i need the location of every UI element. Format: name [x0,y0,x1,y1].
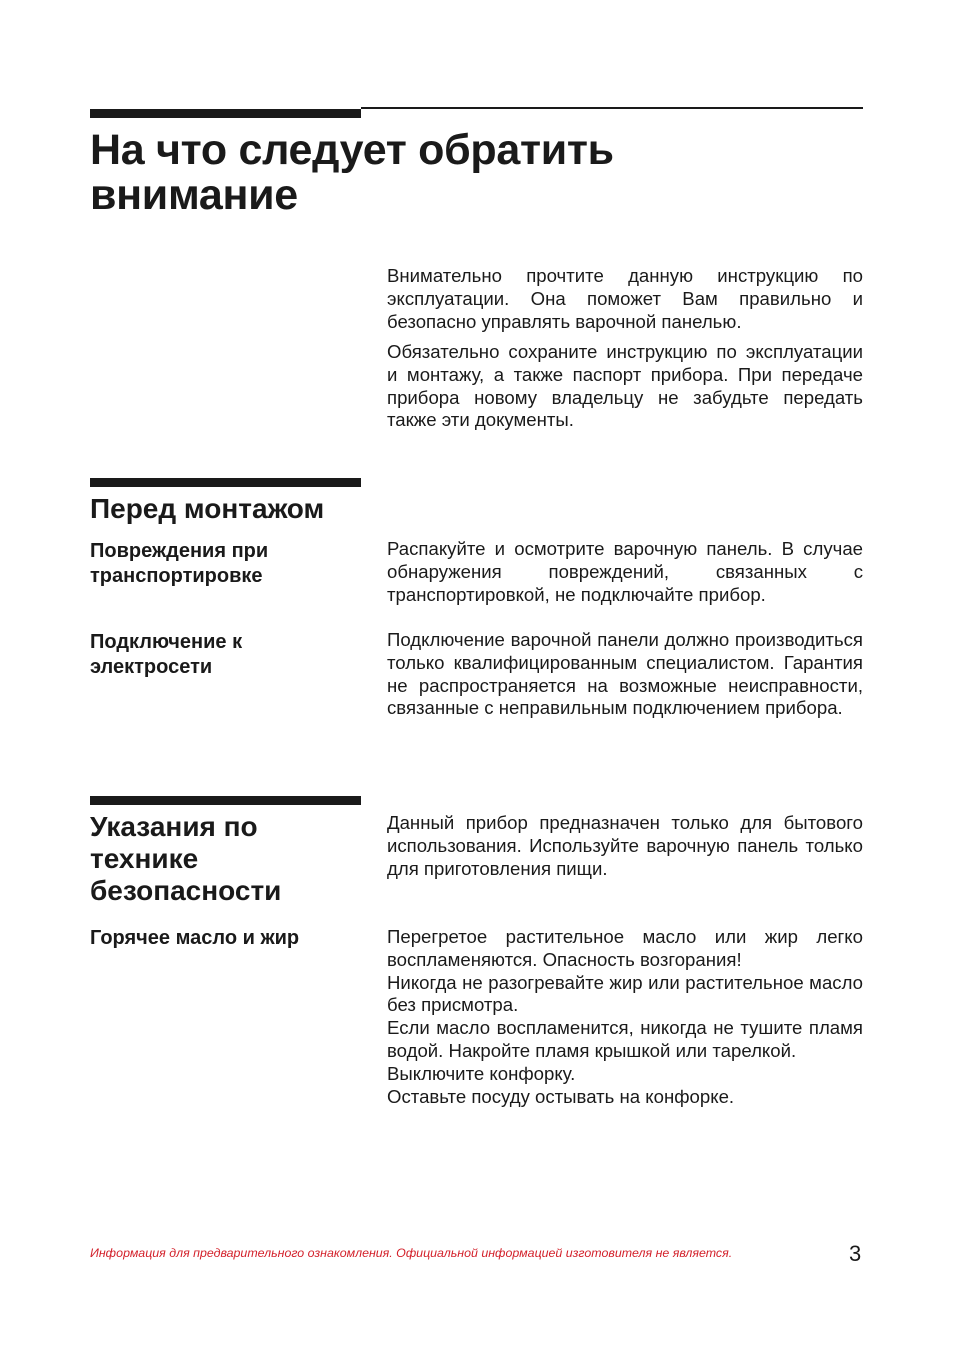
hot-oil-line: Оставьте посуду остывать на конфорке. [387,1085,735,1107]
hot-oil-line: Никогда не разогревайте жир или растительное масло без присмотра. [387,971,863,1016]
section-safety-rule [90,796,361,805]
page-title: На что следует обратить внимание [90,126,614,219]
safety-intro-text: Данный прибор предназначен только для бытового использования. Используйте варочную панель только для приготовления пищи. [387,812,863,879]
hot-oil-line: Перегретое растительное масло или жир легко воспламеняются. Опасность возгорания! [387,926,863,970]
electric-connection-label: Подключение к электросети [90,631,243,678]
intro-paragraph-2: Обязательно сохраните инструкцию по эксплуатации и монтажу, а также паспорт прибора. При передаче прибора новому владельцу не забудьте передать также эти документы. [387,341,863,431]
footer-disclaimer: Информация для предварительного ознакомления. Официальной информацией изготовителя не является. [90,1246,733,1260]
hot-oil-label: Горячее масло и жир [90,927,300,949]
section-install-rule [90,478,361,487]
hot-oil-line: Выключите конфорку. [387,1062,576,1084]
section-safety-heading: Указания по технике безопасности [90,811,282,906]
electric-connection-text: Подключение варочной панели должно производиться только квалифицированным специалистом. Гарантия не распространяется на возможные неисправности, связанные с неправильным подключением прибора. [387,629,863,719]
page-number: 3 [849,1241,862,1266]
title-rule-thick [90,109,361,118]
intro-paragraph-1: Внимательно прочтите данную инструкцию по эксплуатации. Она поможет Вам правильно и безопасно управлять варочной панелью. [387,265,863,332]
transport-damage-text: Распакуйте и осмотрите варочную панель. В случае обнаружения повреждений, связанных с транспортировкой, не подключайте прибор. [387,538,863,605]
title-rule-thin [361,107,863,109]
transport-damage-label: Повреждения при транспортировке [90,540,269,587]
hot-oil-line: Если масло воспламенится, никогда не тушите пламя водой. Накройте пламя крышкой или тарелкой. [387,1017,863,1061]
section-install-heading: Перед монтажом [90,493,325,524]
hot-oil-text [387,926,863,1108]
